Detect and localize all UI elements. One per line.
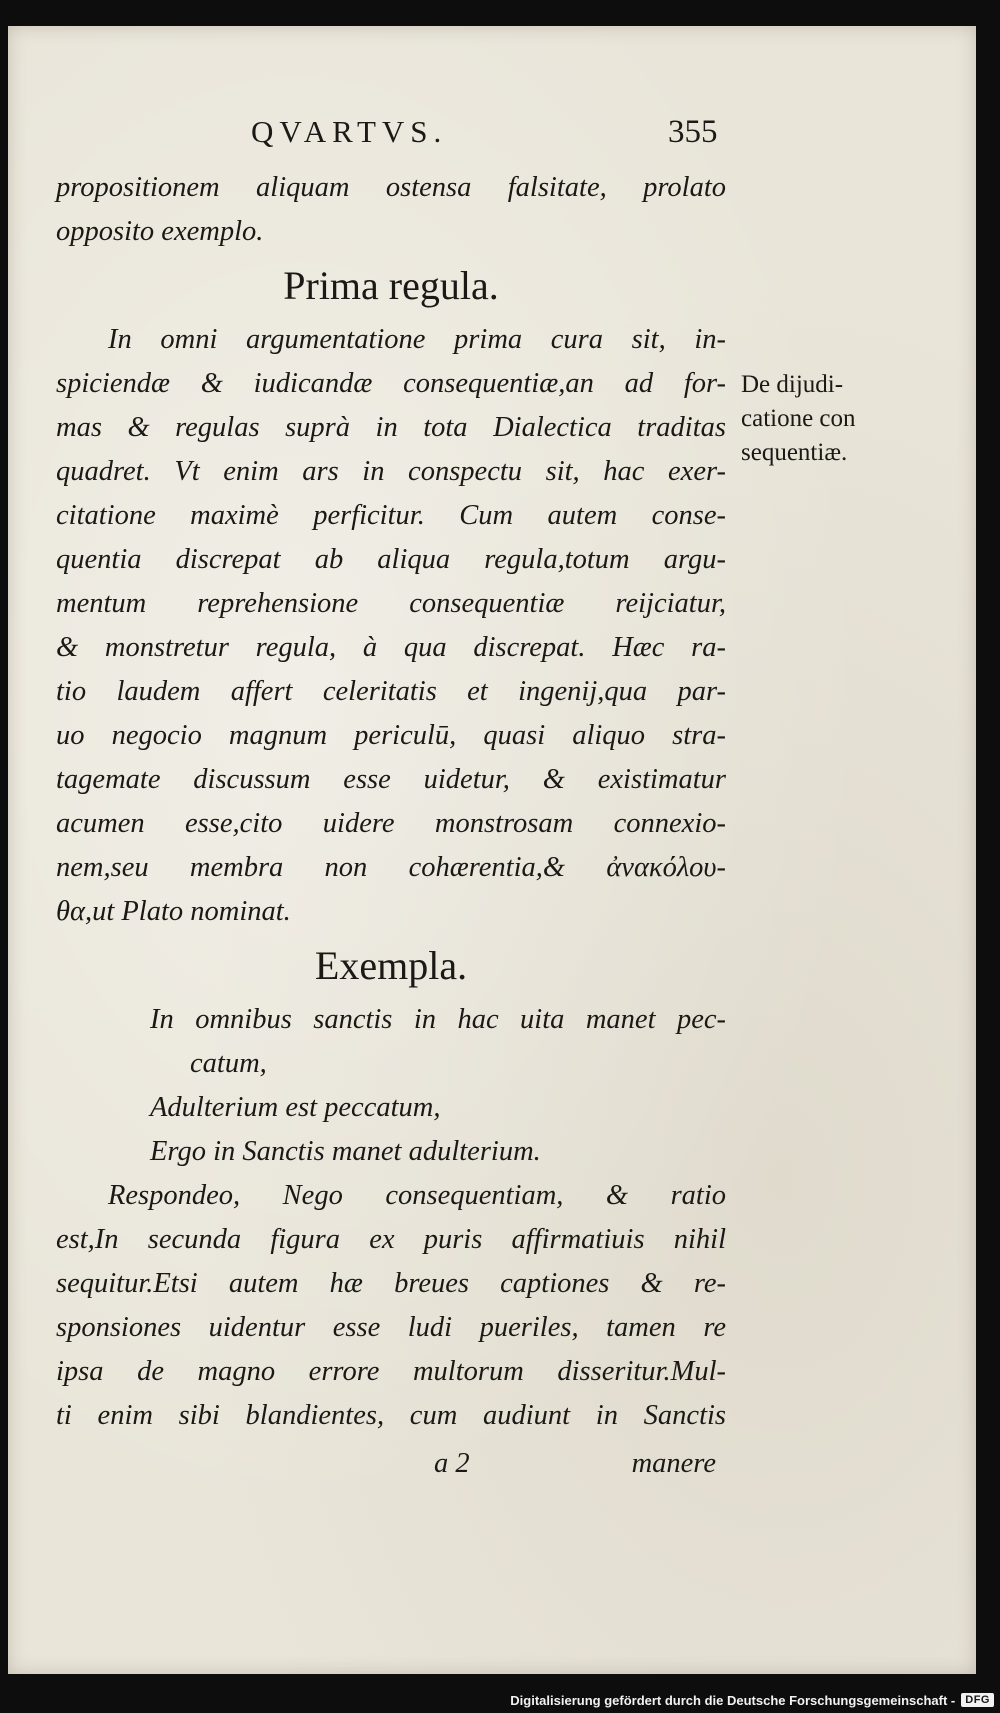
text-line: sponsiones uidentur esse ludi pueriles, tamen re (56, 1312, 726, 1343)
heading-exempla: Exempla. (314, 943, 468, 988)
text-line: citatione maximè perficitur. Cum autem conse- (56, 500, 726, 531)
text-line: acumen esse,cito uidere monstrosam connexio- (56, 808, 726, 839)
text-line: ti enim sibi blandientes, cum audiunt in Sanctis (56, 1400, 726, 1431)
dfg-logo: DFG (961, 1693, 994, 1707)
text-line: est,In secunda figura ex puris affirmatiuis nihil (56, 1224, 726, 1255)
text-line: uo negocio magnum periculū, quasi aliquo stra- (56, 720, 726, 751)
running-head: QVARTVS. (251, 114, 448, 149)
text-line: nem,seu membra non cohærentia,& ἀνακόλου- (56, 852, 726, 883)
heading-prima-regula: Prima regula. (283, 263, 499, 308)
page-foot (56, 1438, 726, 1490)
text-line: quadret. Vt enim ars in conspectu sit, hac exer- (56, 456, 726, 487)
main-text-block (56, 166, 726, 1490)
text-line: In omni argumentatione prima cura sit, in- (108, 324, 726, 355)
digitization-credit (510, 1689, 994, 1711)
marginal-note (741, 368, 891, 470)
page-number: 355 (668, 114, 718, 150)
marginal-note-line: sequentiæ. (741, 439, 848, 466)
text-line: & monstretur regula, à qua discrepat. Hæc ra- (56, 632, 726, 663)
syllogism-line: In omnibus sanctis in hac uita manet pec- (150, 1004, 726, 1035)
text-line: ipsa de magno errore multorum disseritur.Mul- (56, 1356, 726, 1387)
syllogism-line: catum, (190, 1048, 267, 1079)
credit-text: Digitalisierung gefördert durch die Deutsche Forschungsgemeinschaft - (510, 1692, 956, 1708)
text-line: Respondeo, Nego consequentiam, & ratio (108, 1180, 726, 1211)
text-line: opposito exemplo. (56, 216, 264, 247)
book-page (8, 26, 976, 1674)
text-line: sequitur.Etsi autem hæ breues captiones & re- (56, 1268, 726, 1299)
text-line: quentia discrepat ab aliqua regula,totum argu- (56, 544, 726, 575)
marginal-note-line: catione con (741, 405, 856, 432)
text-line: spiciendæ & iudicandæ consequentiæ,an ad for- (56, 368, 726, 399)
marginal-note-line: De dijudi- (741, 371, 844, 398)
text-line: tagemate discussum esse uidetur, & existimatur (56, 764, 726, 795)
text-line: mas & regulas suprà in tota Dialectica traditas (56, 412, 726, 443)
text-line: mentum reprehensione consequentiæ reijciatur, (56, 588, 726, 619)
syllogism-line: Ergo in Sanctis manet adulterium. (150, 1136, 541, 1167)
signature-mark: a 2 (434, 1448, 470, 1479)
catchword: manere (631, 1448, 716, 1479)
syllogism-line: Adulterium est peccatum, (150, 1092, 441, 1123)
text-line: propositionem aliquam ostensa falsitate, prolato (56, 172, 726, 203)
text-line: θα,ut Plato nominat. (56, 896, 291, 927)
text-line: tio laudem affert celeritatis et ingenij,qua par- (56, 676, 726, 707)
